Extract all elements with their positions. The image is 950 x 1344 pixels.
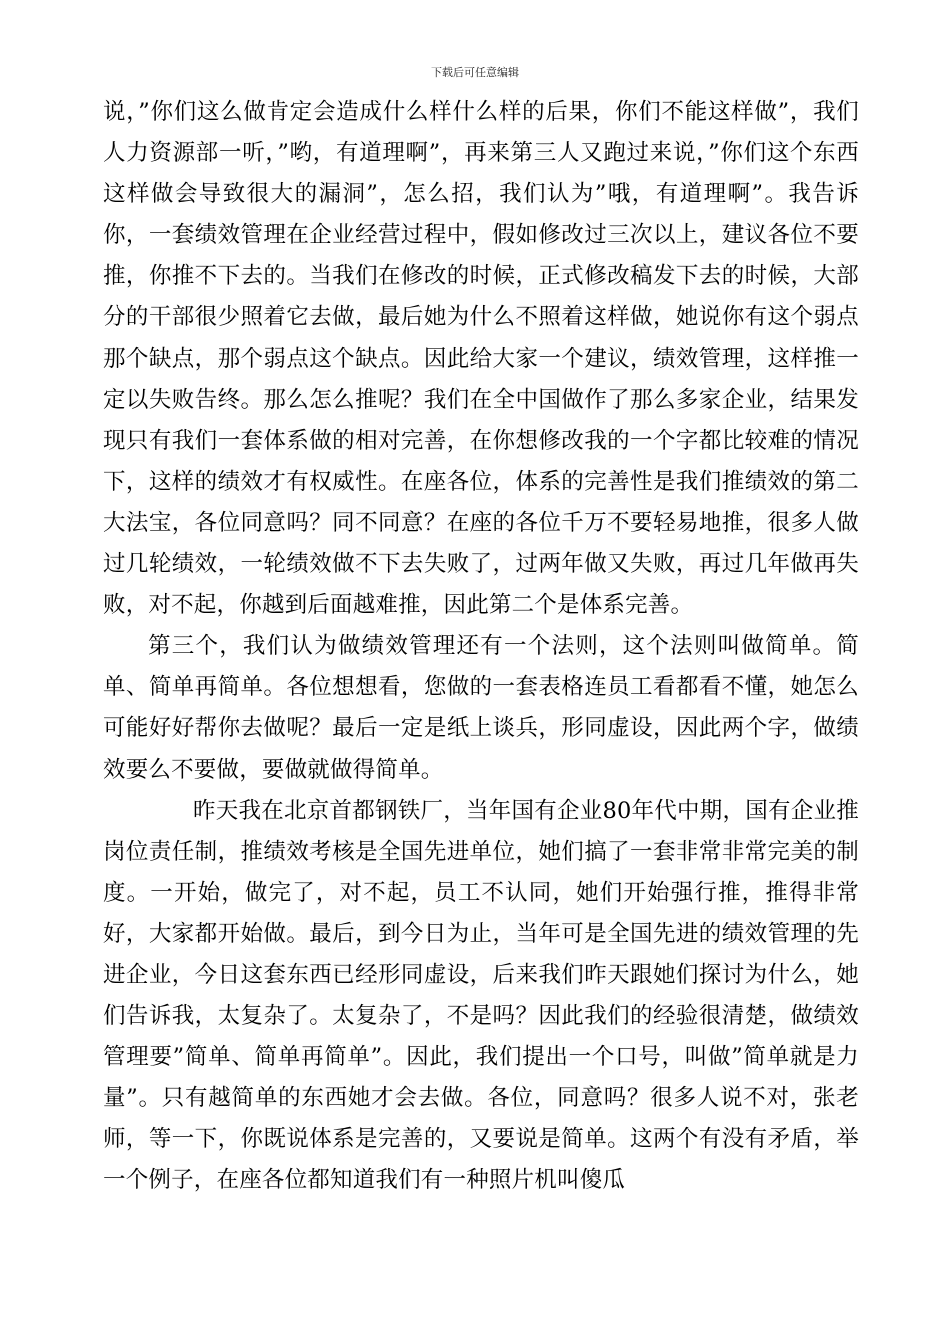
paragraph-simplicity-rule: 第三个，我们认为做绩效管理还有一个法则，这个法则叫做简单。简单、简单再简单。各位想想看，您做的一套表格连员工看都看不懂，她怎么可能好好帮你去做呢？最后一定是纸上谈兵，形同虚设，因此两个字，做绩效要么不要做，要做就做得简单。 (103, 633, 859, 783)
page-header-note: 下载后可任意编辑 (431, 66, 519, 79)
document-body (103, 92, 859, 1202)
paragraph-steel-plant-example: 昨天我在北京首都钢铁厂，当年国有企业80年代中期，国有企业推岗位责任制，推绩效考核是全国先进单位，她们搞了一套非常非常完美的制度。一开始，做完了，对不起，员工不认同，她们开始强行推，推得非常好，大家都开始做。最后，到今日为止，当年可是全国先进的绩效管理的先进企业，今日这套东西已经形同虚设，后来我们昨天跟她们探讨为什么，她们告诉我，太复杂了。太复杂了，不是吗？因此我们的经验很清楚，做绩效管理要”简单、简单再简单”。因此，我们提出一个口号，叫做”简单就是力量”。只有越简单的东西她才会去做。各位，同意吗？很多人说不对，张老师，等一下，你既说体系是完善的，又要说是简单。这两个有没有矛盾，举一个例子，在座各位都知道我们有一种照片机叫傻瓜 (103, 797, 859, 1194)
paragraph-system-completeness: 说，”你们这么做肯定会造成什么样什么样的后果，你们不能这样做”，我们人力资源部一听，”哟，有道理啊”，再来第三人又跑过来说，”你们这个东西这样做会导致很大的漏洞”，怎么招，我们认为”哦，有道理啊”。我告诉你，一套绩效管理在企业经营过程中，假如修改过三次以上，建议各位不要推，你推不下去的。当我们在修改的时候，正式修改稿发下去的时候，大部分的干部很少照着它去做，最后她为什么不照着这样做，她说你有这个弱点那个缺点，那个弱点这个缺点。因此给大家一个建议，绩效管理，这样推一定以失败告终。那么怎么推呢？我们在全中国做作了那么多家企业，结果发现只有我们一套体系做的相对完善，在你想修改我的一个字都比较难的情况下，这样的绩效才有权威性。在座各位，体系的完善性是我们推绩效的第二大法宝，各位同意吗？同不同意？在座的各位千万不要轻易地推，很多人做过几轮绩效，一轮绩效做不下去失败了，过两年做又失败，再过几年做再失败，对不起，你越到后面越难推，因此第二个是体系完善。 (103, 99, 859, 619)
